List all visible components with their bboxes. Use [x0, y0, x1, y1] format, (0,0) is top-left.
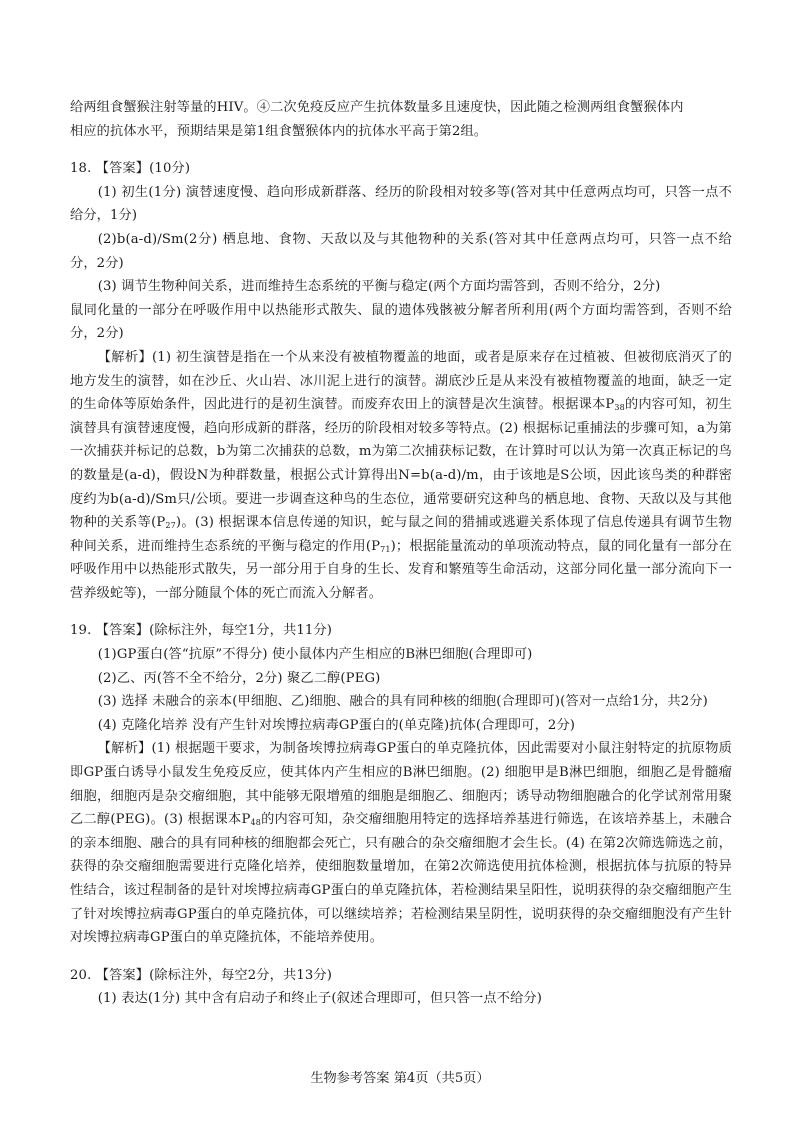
- q19-analysis-part-1: 【解析】(1) 根据题干要求，为制备埃博拉病毒GP蛋白的单克隆抗体，因此需要对小鼠注射特定的抗原物质即GP蛋白诱导小鼠发生免疫反应，使其体内产生相应的B淋巴细胞。(2) 细胞甲是B淋巴细胞，细胞乙是骨髓瘤细胞，细胞丙是杂交瘤细胞，其中能够无限增殖的细胞是细胞乙、细胞丙；诱导动物细胞融合的化学试剂常用聚乙二醇(PEG)。(3) 根据课本P: [70, 741, 732, 828]
- q18-analysis-part-4: )；根据能量流动的单项流动特点，鼠的同化量有一部分在呼吸作用中以热能形式散失，另一部分用于自身的生长、发育和繁殖等生命活动，这部分同化量一部分流向下一营养级蛇等)，一部分随鼠个体的死亡而流入分解者。: [70, 538, 732, 601]
- q18-analysis-ref-1: 38: [614, 403, 625, 413]
- q19-answer-4: (4) 克隆化培养 没有产生针对埃博拉病毒GP蛋白的(单克隆)抗体(合理即可，2分): [97, 717, 576, 733]
- q18-header: 18. 【答案】(10分): [70, 161, 191, 177]
- q19-answer-2: (2)乙、丙(答不全不给分，2分) 聚乙二醇(PEG): [97, 670, 381, 686]
- question-19: [70, 619, 732, 949]
- q18-answer-3: (3) 调节生物种间关系，进而维持生态系统的平衡与稳定(两个方面均需答到，否则不给分，2分): [97, 279, 661, 295]
- q18-analysis-part-1: 【解析】(1) 初生演替是指在一个从来没有被植物覆盖的地面，或者是原来存在过植被、但被彻底消灭了的地方发生的演替，如在沙丘、火山岩、冰川泥上进行的演替。湖底沙丘是从来没有被植物覆盖的地面，缺乏一定的生命体等原始条件，因此进行的是初生演替。而废弃农田上的演替是次生演替。根据课本P: [70, 349, 732, 413]
- q18-analysis-part-2: 的内容可知，初生演替具有演替速度慢，趋向形成新的群落，经历的阶段相对较多等特点。(2) 根据标记重捕法的步骤可知，a为第一次捕获并标记的总数，b为第二次捕获的总数，m为第二次捕获标记数，在计算时可以认为第一次真正标记的鸟的数量是(a-d)，假设N为种群数量，根据公式计算得出N=b(a-d)/m，由于该地是S公顷，因此该鸟类的种群密度约为b(a-d)/Sm只/公顷。要进一步调查这种鸟的生态位，通常要研究这种鸟的栖息地、食物、天敌以及与其他物种的关系等(P: [70, 397, 732, 531]
- q20-answer-1: (1) 表达(1分) 其中含有启动子和终止子(叙述合理即可，但只答一点不给分): [97, 991, 543, 1007]
- page-content: [70, 96, 732, 1011]
- question-20: [70, 964, 732, 1011]
- q18-answer-2: (2)b(a-d)/Sm(2分) 栖息地、食物、天敌以及与其他物种的关系(答对其中任意两点均可，只答一点不给分，2分): [70, 231, 732, 271]
- q19-header: 19. 【答案】(除标注外，每空1分，共11分): [70, 623, 333, 639]
- q19-analysis-part-2: 的内容可知，杂交瘤细胞用特定的选择培养基进行筛选，在该培养基上，未融合的亲本细胞、融合的具有同种核的细胞都会死亡，只有融合的杂交瘤细胞才会生长。(4) 在第2次筛选筛选之前，获得的杂交瘤细胞需要进行克隆化培养，使细胞数量增加，在第2次筛选使用抗体检测，根据抗体与抗原的特异性结合，该过程制备的是针对埃博拉病毒GP蛋白的单克隆抗体，若检测结果呈阳性，说明获得的杂交瘤细胞产生了针对埃博拉病毒GP蛋白的单克隆抗体，可以继续培养；若检测结果呈阴性，说明获得的杂交瘤细胞没有产生针对埃博拉病毒GP蛋白的单克隆抗体，不能培养使用。: [70, 812, 732, 946]
- q20-header: 20. 【答案】(除标注外，每空2分，共13分): [70, 967, 333, 983]
- q19-analysis-ref-1: 48: [250, 818, 261, 828]
- q18-analysis: [70, 346, 732, 606]
- q19-answer-3: (3) 选择 未融合的亲本(甲细胞、乙)细胞、融合的具有同种核的细胞(合理即可)(答对一点给1分，共2分): [97, 694, 708, 710]
- q18-analysis-ref-3: 71: [380, 544, 391, 554]
- q18-analysis-ref-2: 27: [165, 521, 176, 531]
- q19-answer-1: (1)GP蛋白(答“抗原”不得分) 使小鼠体内产生相应的B淋巴细胞(合理即可): [97, 647, 533, 663]
- q18-answer-4: 鼠同化量的一部分在呼吸作用中以热能形式散失、鼠的遗体残骸被分解者所利用(两个方面均需答到，否则不给分，2分): [70, 302, 732, 342]
- q18-answer-1: (1) 初生(1分) 演替速度慢、趋向形成新群落、经历的阶段相对较多等(答对其中任意两点均可，只答一点不给分，1分): [70, 184, 732, 224]
- intro-line-1: 给两组食蟹猴注射等量的HIV。④二次免疫反应产生抗体数量多且速度快，因此随之检测两组食蟹猴体内: [70, 100, 684, 115]
- page-footer: 生物参考答案 第4页（共5页）: [310, 1071, 490, 1086]
- q18-analysis-part-3: )。(3) 根据课本信息传递的知识，蛇与鼠之间的猎捕或逃避关系体现了信息传递具有调节生物种间关系，进而维持生态系统的平衡与稳定的作用(P: [70, 515, 732, 554]
- intro-line-2: 相应的抗体水平，预期结果是第1组食蟹猴体内的抗体水平高于第2组。: [70, 123, 488, 139]
- q19-analysis: [70, 737, 732, 949]
- question-18: [70, 157, 732, 605]
